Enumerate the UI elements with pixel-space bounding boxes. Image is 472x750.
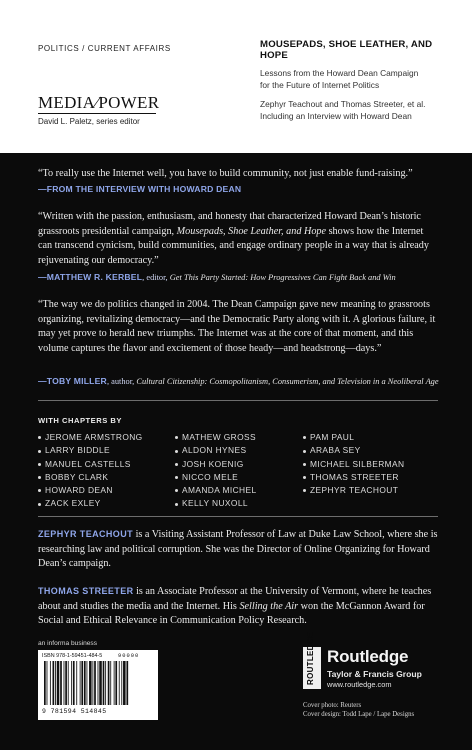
quote-kerbel <box>38 210 438 268</box>
contributor: MANUEL CASTELLS <box>38 458 143 471</box>
section-divider <box>38 400 438 401</box>
bio-teachout <box>38 527 438 572</box>
barcode-bar <box>84 661 86 705</box>
series-editor: David L. Paletz, series editor <box>38 117 140 126</box>
bio-text: is an Associate Professor at the University of Vermont, where he teaches about and studies the media and the Internet. His <box>38 586 432 612</box>
quote-dean-attribution <box>38 183 458 196</box>
barcode-bar <box>108 661 110 705</box>
attribution-name: —MATTHEW R. KERBEL <box>38 272 143 282</box>
contributor: PAM PAUL <box>303 431 404 444</box>
quote-dean: “To really use the Internet well, you have to build community, not just enable fund-raising.” <box>38 168 413 179</box>
bio-text: is a Visiting Assistant Professor of Law at Duke Law School, where she is researching law and political corruption. She was the Director of Online Organizing for Howard Dean’s campaign. <box>38 529 438 569</box>
quote-book-title: Mousepads, Shoe Leather, and Hope <box>176 225 327 237</box>
contributor: ZEPHYR TEACHOUT <box>303 484 404 497</box>
barcode-bar <box>121 661 122 705</box>
contributor: ARABA SEY <box>303 444 404 457</box>
contributors-column-3 <box>303 431 404 497</box>
subtitle-line-1: Lessons from the Howard Dean Campaign <box>260 68 419 78</box>
book-info <box>260 39 460 122</box>
barcode-bar <box>65 661 67 705</box>
contributor: JEROME ARMSTRONG <box>38 431 143 444</box>
barcode-bar <box>44 661 46 705</box>
contributor: NICCO MELE <box>175 471 257 484</box>
barcode-bar <box>99 661 102 705</box>
barcode-digits: 9 781594 514845 <box>42 708 107 715</box>
publisher-group: Taylor & Francis Group <box>327 669 422 679</box>
barcode-bars <box>42 661 154 707</box>
barcode-bar <box>64 661 65 705</box>
barcode-bar <box>53 661 55 705</box>
contributor: THOMAS STREETER <box>303 471 404 484</box>
barcode-bar <box>55 661 56 705</box>
quote-miller: “The way we do politics changed in 2004. The Dean Campaign gave new meaning to grassroots organizing, revitalizing democracy—and the Democratic Party along with it. A glorious failure, it may yet prove to herald new triumphs. The Internet was at the core of that moment, and this volume captures the flavor and excitement of those heady—and headstrong—days.” <box>38 299 436 354</box>
barcode-bar <box>98 661 99 705</box>
section-divider <box>38 516 438 517</box>
barcode-bar <box>123 661 126 705</box>
contributor: JOSH KOENIG <box>175 458 257 471</box>
barcode-bar <box>103 661 105 705</box>
bio-streeter <box>38 584 438 629</box>
barcode-bar <box>87 661 88 705</box>
contributor: HOWARD DEAN <box>38 484 143 497</box>
quote-text: “Written with the passion, enthusiasm, and honesty that characterized Howard Dean’s historic grassroots presidential campaign, <box>38 211 421 237</box>
quote-text-end: shows how the Internet can transcend cynicism, build communities, and engage ordinary people in a way that is already rejuvenating our democracy.” <box>38 225 429 266</box>
contributor: MATHEW GROSS <box>175 431 257 444</box>
barcode-bar <box>110 661 111 705</box>
quote-miller-attribution <box>38 375 458 388</box>
barcode-bar <box>105 661 106 705</box>
barcode-bar <box>126 661 128 705</box>
bio-name: THOMAS STREETER <box>38 586 134 596</box>
barcode-bar <box>60 661 62 705</box>
book-authors <box>260 98 460 122</box>
chapters-heading: WITH CHAPTERS BY <box>38 416 122 425</box>
attribution-role: , author, <box>106 377 137 386</box>
publisher-url: www.routledge.com <box>327 680 392 689</box>
authors-line-1: Zephyr Teachout and Thomas Streeter, et al. <box>260 99 426 109</box>
contributor: ZACK EXLEY <box>38 497 143 510</box>
category-label: POLITICS / CURRENT AFFAIRS <box>38 44 171 53</box>
barcode-bar <box>47 661 48 705</box>
cover-photo-credit: Cover photo: Reuters <box>303 702 362 709</box>
isbn-barcode <box>38 650 158 720</box>
isbn-label: ISBN 978-1-59451-484-5 <box>42 653 103 659</box>
barcode-bar <box>92 661 93 705</box>
barcode-bar <box>80 661 81 705</box>
series-logo-rule <box>38 113 156 114</box>
barcode-bar <box>71 661 72 705</box>
contributor: MICHAEL SILBERMAN <box>303 458 404 471</box>
barcode-bar <box>89 661 92 705</box>
contributor: BOBBY CLARK <box>38 471 143 484</box>
contributor: LARRY BIDDLE <box>38 444 143 457</box>
contributors-column-2 <box>175 431 257 511</box>
barcode-bar <box>50 661 51 705</box>
routledge-mark-icon: ROUTLEDGE <box>303 647 321 689</box>
barcode-bar <box>81 661 83 705</box>
contributor: KELLY NUXOLL <box>175 497 257 510</box>
bio-text-end: won the McGannon Award for Social and Ethical Relevance in Communication Policy Research. <box>38 600 425 626</box>
barcode-bar <box>57 661 60 705</box>
contributor: ALDON HYNES <box>175 444 257 457</box>
series-logo-text: MEDIA∕POWER <box>38 93 160 112</box>
barcode-bar <box>94 661 96 705</box>
barcode-bar <box>73 661 75 705</box>
attribution-work: Get This Party Started: How Progressives Can Fight Back and Win <box>169 273 396 282</box>
attribution-name: —FROM THE INTERVIEW WITH HOWARD DEAN <box>38 184 242 194</box>
contributor: AMANDA MICHEL <box>175 484 257 497</box>
informa-tagline: an informa business <box>38 640 98 647</box>
barcode-bar <box>114 661 115 705</box>
quote-kerbel-attribution <box>38 271 458 284</box>
barcode-bar <box>68 661 69 705</box>
subtitle-line-2: for the Future of Internet Politics <box>260 80 380 90</box>
contributors-column-1 <box>38 431 143 511</box>
attribution-role: , editor, <box>142 273 170 282</box>
publisher-name: Routledge <box>327 647 409 666</box>
authors-line-2: Including an Interview with Howard Dean <box>260 111 412 121</box>
cover-credits <box>303 701 414 719</box>
bio-name: ZEPHYR TEACHOUT <box>38 529 134 539</box>
barcode-bar <box>115 661 117 705</box>
book-subtitle <box>260 67 460 91</box>
series-logo <box>38 94 159 114</box>
book-title: MOUSEPADS, SHOE LEATHER, AND HOPE <box>260 39 433 61</box>
barcode-bar <box>119 661 120 705</box>
attribution-work: Cultural Citizenship: Cosmopolitanism, Consumerism, and Television in a Neoliberal Age <box>136 377 439 386</box>
price-code: 90000 <box>118 653 140 659</box>
cover-header <box>0 0 472 153</box>
bio-book-title: Selling the Air <box>239 600 299 612</box>
barcode-bar <box>76 661 77 705</box>
attribution-name: —TOBY MILLER <box>38 376 107 386</box>
back-cover-body <box>0 153 472 750</box>
cover-design-credit: Cover design: Todd Lape / Lape Designs <box>303 711 415 718</box>
